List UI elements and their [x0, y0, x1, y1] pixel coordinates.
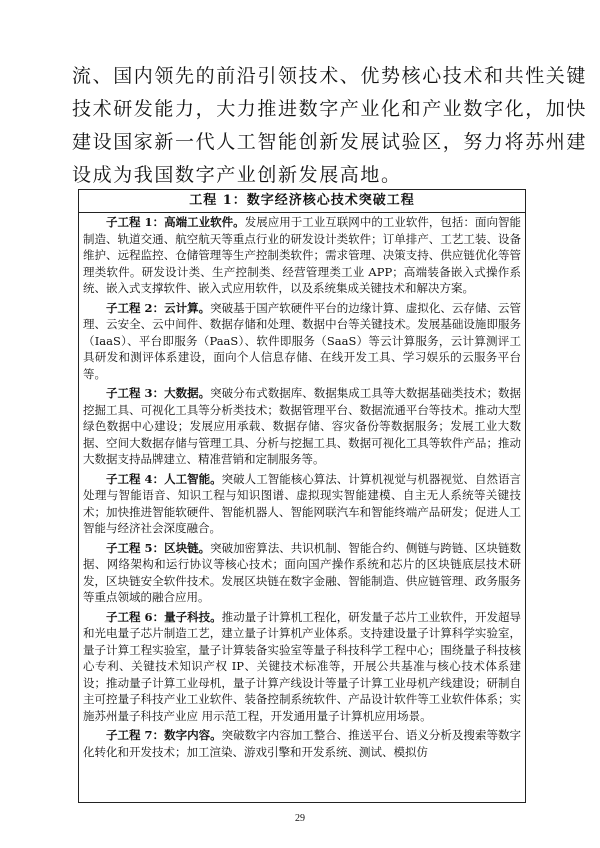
sub-project-text: 发展应用于工业互联网中的工业软件，包括：面向智能制造、轨道交通、航空航天等重点行业的研发设计类软件；订单排产、工艺工装、设备维护、远程监控、仓储管理等生产控制类软件；需求管理、决策支持、供应链优化等管理类软件。研发设计类、生产控制类、经营管理类工业 APP；高端装备嵌入式操作系统、嵌入式支撑软件、嵌入式应用软件，以及系统集成关键技术和解决方案。: [83, 215, 521, 295]
sub-project-4: [79, 470, 525, 539]
sub-project-5: [79, 539, 525, 608]
intro-paragraph: [72, 60, 588, 192]
sub-project-text: 推动量子计算机工程化，研发量子芯片工业软件，开发超导和光电量子芯片制造工艺，建立量子计算机产业体系。支持建设量子计算科学实验室，量子计算工程实验室，量子计算装备实验室等量子科技科学工程中心；围绕量子科技核心专利、关键技术知识产权 IP、关键技术标准等，开展公共基准与核心技术体系建设；推动量子计算工业母机，量子计算产线设计等量子计算工业母机产线建设；研制自主可控量子科技产业工业软件、装备控制系统软件、产品设计软件等工业软件体系；实施苏州量子科技产业应 用示范工程，开发通用量子计算机应用场景。: [83, 609, 521, 723]
sub-project-label: 子工程 7：数字内容。: [106, 728, 222, 742]
sub-project-1: [79, 213, 525, 299]
sub-project-text: 突破人工智能核心算法、计算机视觉与机器视觉、自然语言处理与智能语音、知识工程与知识图谱、虚拟现实智能建模、自主无人系统等关键技术；加快推进智能软硬件、智能机器人、智能网联汽车和智能终端产品研发；促进人工智能与经济社会深度融合。: [83, 471, 521, 535]
box-title: 工程 1：数字经济核心技术突破工程: [79, 190, 525, 213]
intro-line: 技术研发能力，大力推进数字产业化和产业数字化，加快: [72, 98, 588, 120]
sub-project-text: 突破分布式数据库、数据集成工具等大数据基础类技术；数据挖掘工具、可视化工具等分析类技术；数据管理平台、数据流通平台等技术。推动大型绿色数据中心建设；发展应用承载、数据存储、容灾备份等数据服务；发展工业大数据、空间大数据存储与管理工具、分析与挖掘工具、数据可视化工具等软件产品；推动大数据支持品牌建立、精准营销和定制服务等。: [83, 386, 521, 466]
sub-project-label: 子工程 1：高端工业软件。: [106, 215, 245, 229]
sub-project-text: 突破数字内容加工整合、推送平台、语义分析及搜索等数字化转化和开发技术；加工渲染、游戏引擎和开发系统、测试、模拟仿: [83, 728, 521, 759]
page-number: 29: [295, 813, 305, 824]
sub-project-2: [79, 299, 525, 385]
sub-project-label: 子工程 6：量子科技。: [106, 609, 222, 624]
sub-project-label: 子工程 4：人工智能。: [106, 471, 222, 486]
intro-line: 设成为我国数字产业创新发展高地。: [72, 164, 402, 186]
sub-project-3: [79, 384, 525, 470]
sub-project-label: 子工程 3：大数据。: [106, 386, 211, 400]
intro-line: 流、国内领先的前沿引领技术、优势核心技术和共性关键: [72, 65, 588, 87]
intro-line: 建设国家新一代人工智能创新发展试验区，努力将苏州建: [72, 131, 588, 153]
sub-project-7: [79, 726, 525, 762]
project-box: [78, 189, 526, 803]
sub-project-6: [79, 608, 525, 727]
sub-project-label: 子工程 2：云计算。: [106, 300, 211, 315]
sub-project-text: 突破加密算法、共识机制、智能合约、侧链与跨链、区块链数据、网络架构和运行协议等核心技术；面向国产操作系统和芯片的区块链底层技术研发，区块链安全软件技术。发展区块链在数字金融、智能制造、供应链管理、政务服务等重点领域的融合应用。: [83, 540, 521, 604]
sub-project-text: 突破基于国产软硬件平台的边缘计算、虚拟化、云存储、云管理、云安全、云中间件、数据存储和处理、数据中台等关键技术。发展基础设施即服务（IaaS）、平台即服务（PaaS）、软件即服务（SaaS）等云计算服务，云计算测评工具研发和测评体系建设，面向个人信息存储、在线开发工具、学习娱乐的云服务平台等。: [83, 300, 521, 381]
sub-project-label: 子工程 5：区块链。: [106, 540, 211, 555]
